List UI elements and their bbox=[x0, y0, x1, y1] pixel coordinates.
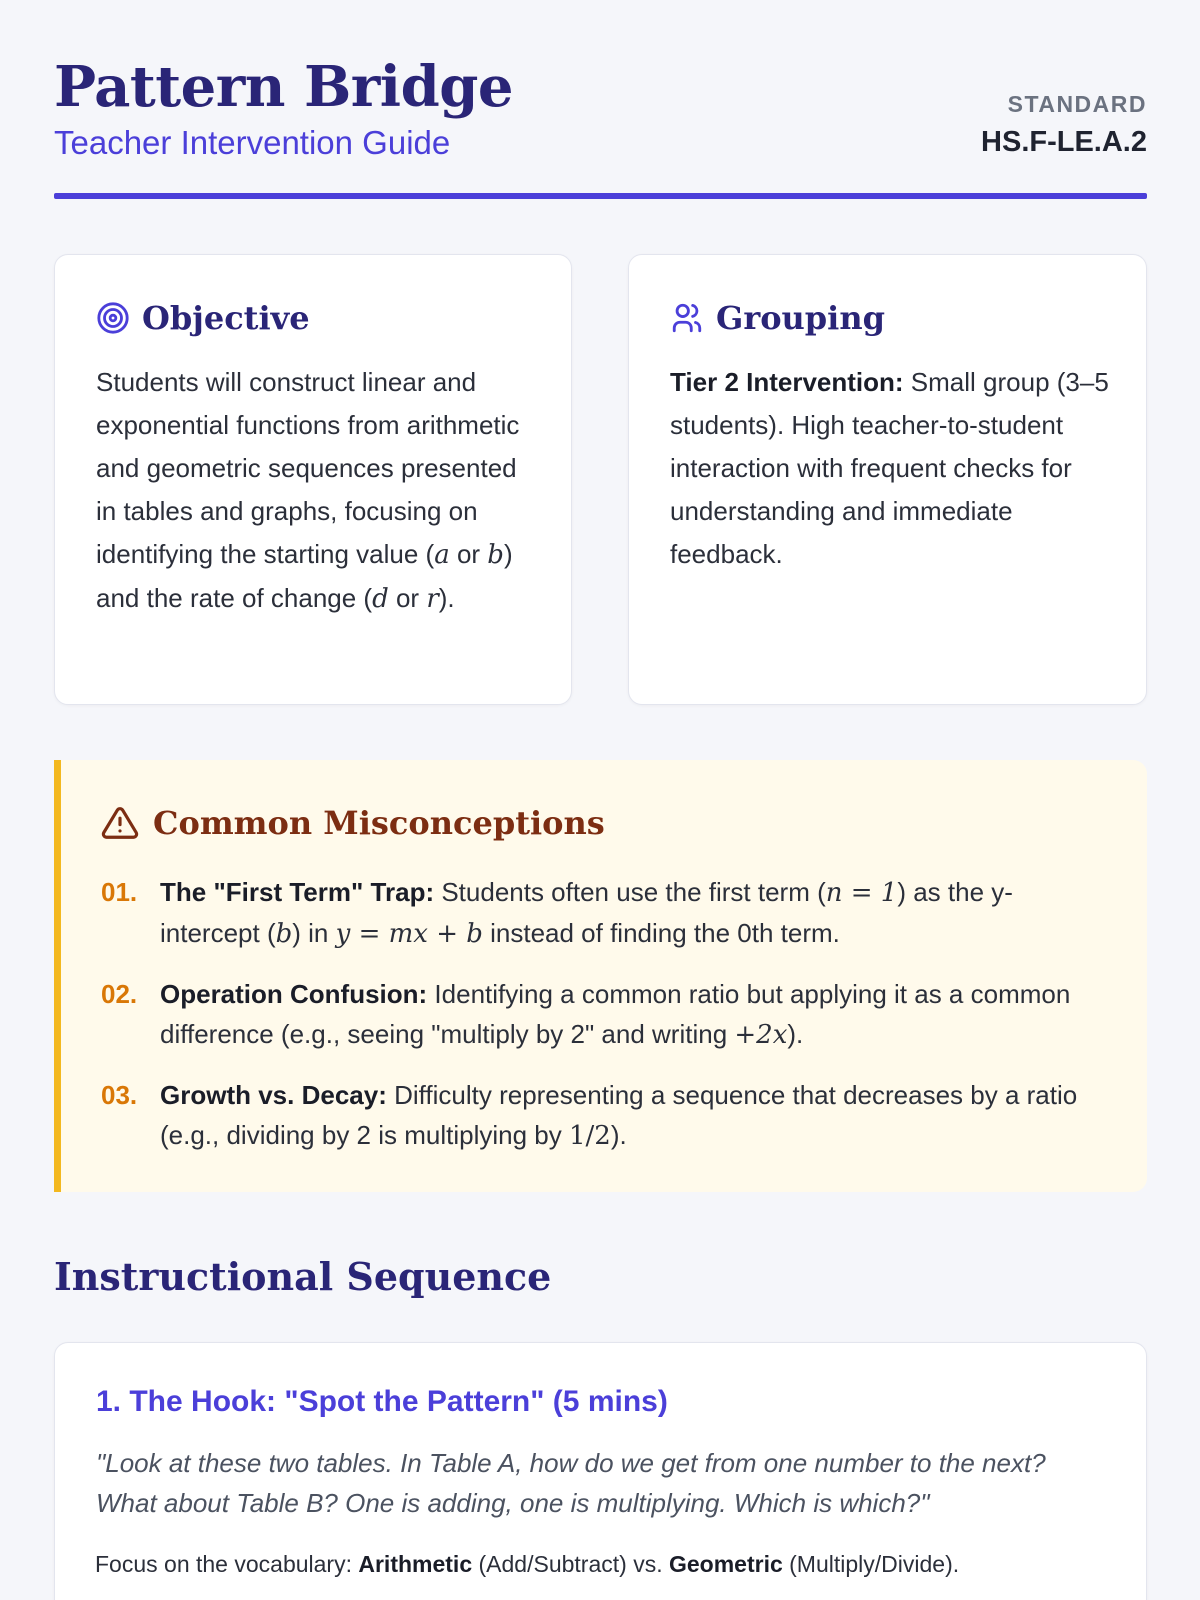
objective-text: Students will construct linear and exponential functions from arithmetic and geometric sequences presented in tables and graphs, focusing on identifying the starting value (a or b) and the rate of change (d or r). bbox=[96, 367, 520, 614]
step-focus-note: Focus on the vocabulary: Arithmetic (Add/Subtract) vs. Geometric (Multiply/Divide). bbox=[95, 1551, 960, 1577]
section-title: Instructional Sequence bbox=[54, 1254, 552, 1299]
grouping-title: Grouping bbox=[716, 299, 885, 337]
objective-title: Objective bbox=[142, 299, 310, 337]
standard-label: STANDARD bbox=[1007, 91, 1147, 117]
objective-card bbox=[54, 254, 572, 705]
grouping-card bbox=[628, 254, 1147, 705]
users-icon bbox=[670, 301, 704, 335]
step-title: 1. The Hook: "Spot the Pattern" (5 mins) bbox=[96, 1385, 668, 1418]
misconception-item: 03. Growth vs. Decay: Difficulty representing a sequence that decreases by a ratio (e.g., dividing by 2 is multiplying by 1/2). bbox=[101, 1075, 1101, 1156]
misconceptions-header bbox=[101, 804, 605, 842]
grouping-header bbox=[670, 299, 885, 337]
objective-header bbox=[96, 299, 310, 337]
target-icon bbox=[96, 301, 130, 335]
grouping-tier: Tier 2 Intervention: bbox=[670, 367, 904, 397]
misconceptions-title: Common Misconceptions bbox=[153, 804, 605, 842]
misconception-item: 02. Operation Confusion: Identifying a common ratio but applying it as a common difference (e.g., seeing "multiply by 2" and writing +2x). bbox=[101, 974, 1101, 1055]
page-title: Pattern Bridge bbox=[54, 54, 514, 120]
warning-icon bbox=[101, 804, 139, 842]
item-number: 01. bbox=[101, 877, 138, 907]
page-header bbox=[54, 0, 1147, 200]
guide-page bbox=[54, 0, 1147, 1577]
header-divider bbox=[54, 193, 1147, 199]
item-number: 03. bbox=[101, 1080, 138, 1110]
grouping-text: Tier 2 Intervention: Small group (3–5 students). High teacher-to-student interaction with frequent checks for understanding and immediate feedback. bbox=[670, 367, 1109, 569]
misconceptions-panel bbox=[54, 760, 1147, 1192]
step-quote: "Look at these two tables. In Table A, how do we get from one number to the next? What about Table B? One is adding, one is multiplying. Which is which?" bbox=[96, 1448, 1046, 1518]
page-subtitle: Teacher Intervention Guide bbox=[54, 124, 451, 161]
misconceptions-list bbox=[101, 872, 1101, 1176]
standard-code: HS.F-LE.A.2 bbox=[981, 126, 1147, 158]
item-number: 02. bbox=[101, 979, 138, 1009]
misconception-item: 01. The "First Term" Trap: Students often use the first term (n = 1) as the y-intercept (b) in y = mx + b instead of finding the 0th term. bbox=[101, 872, 1101, 954]
